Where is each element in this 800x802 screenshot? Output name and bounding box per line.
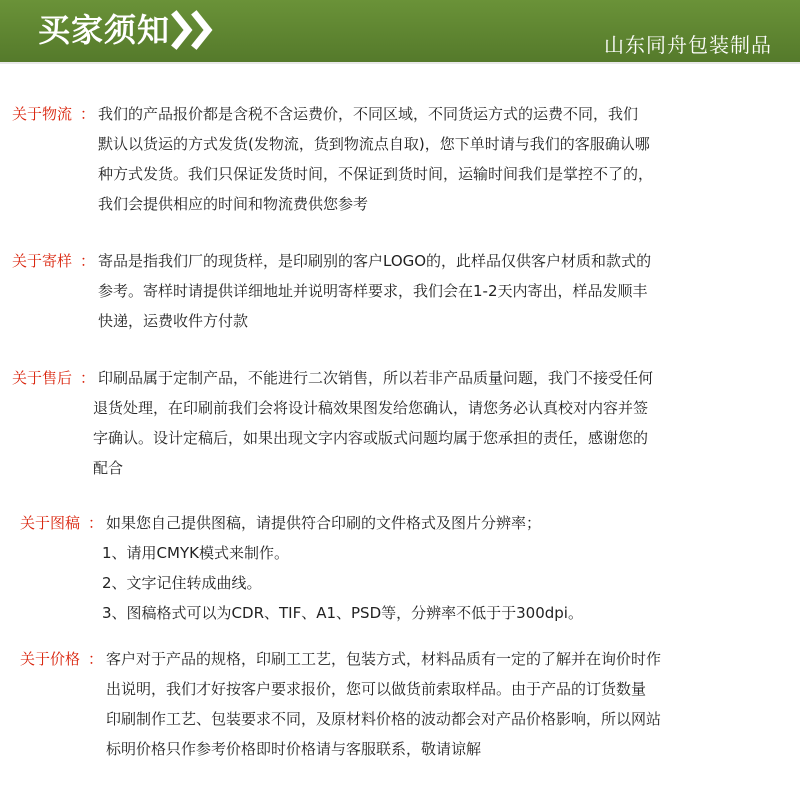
header-banner <box>0 0 800 64</box>
section-line: 1、请用CMYK模式来制作。 <box>102 544 289 562</box>
section-line: 2、文字记住转成曲线。 <box>102 574 262 592</box>
section-label: 关于图稿 <box>20 514 81 532</box>
section-label: 关于物流 <box>12 105 73 123</box>
section-colon: ： <box>80 252 96 270</box>
section-label: 关于价格 <box>20 650 81 668</box>
page-title: 买家须知 <box>38 11 171 49</box>
section-colon: ： <box>88 514 104 532</box>
section-line: 出说明，我们才好按客户要求报价，您可以做货前索取样品。由于产品的订货数量 <box>106 680 647 698</box>
section-line: 默认以货运的方式发货(发物流，货到物流点自取)，您下单时请与我们的客服确认哪 <box>98 135 650 153</box>
section-line: 配合 <box>93 459 124 477</box>
section-colon: ： <box>80 105 96 123</box>
section-line: 寄品是指我们厂的现货样，是印刷别的客户LOGO的，此样品仅供客户材质和款式的 <box>98 252 652 270</box>
section-label: 关于寄样 <box>12 252 73 270</box>
company-name: 山东同舟包装制品 <box>604 33 772 57</box>
section-colon: ： <box>80 369 96 387</box>
section-line: 印刷品属于定制产品，不能进行二次销售，所以若非产品质量问题，我门不接受任何 <box>98 369 654 387</box>
section-line: 字确认。设计定稿后，如果出现文字内容或版式问题均属于您承担的责任，感谢您的 <box>93 429 649 447</box>
section-line: 我们会提供相应的时间和物流费供您参考 <box>98 195 369 213</box>
section-colon: ： <box>88 650 104 668</box>
section-line: 快递，运费收件方付款 <box>98 312 249 330</box>
section-line: 3、图稿格式可以为CDR、TIF、A1、PSD等，分辨率不低于于300dpi。 <box>102 604 583 622</box>
section-line: 我们的产品报价都是含税不含运费价，不同区域，不同货运方式的运费不同，我们 <box>98 105 639 123</box>
section-line: 退货处理，在印刷前我们会将设计稿效果图发给您确认，请您务必认真校对内容并签 <box>93 399 649 417</box>
section-label: 关于售后 <box>12 369 73 387</box>
section-line: 客户对于产品的规格，印刷工工艺，包装方式，材料品质有一定的了解并在询价时作 <box>106 650 662 668</box>
section-line: 标明价格只作参考价格即时价格请与客服联系，敬请谅解 <box>106 740 482 758</box>
section-line: 如果您自己提供图稿，请提供符合印刷的文件格式及图片分辨率； <box>106 514 542 532</box>
section-line: 种方式发货。我们只保证发货时间，不保证到货时间，运输时间我们是掌控不了的， <box>98 165 654 183</box>
double-chevron-right-icon <box>170 9 220 51</box>
section-line: 印刷制作工艺、包装要求不同，及原材料价格的波动都会对产品价格影响，所以网站 <box>106 710 662 728</box>
section-line: 参考。寄样时请提供详细地址并说明寄样要求，我们会在1-2天内寄出，样品发顺丰 <box>98 282 648 300</box>
